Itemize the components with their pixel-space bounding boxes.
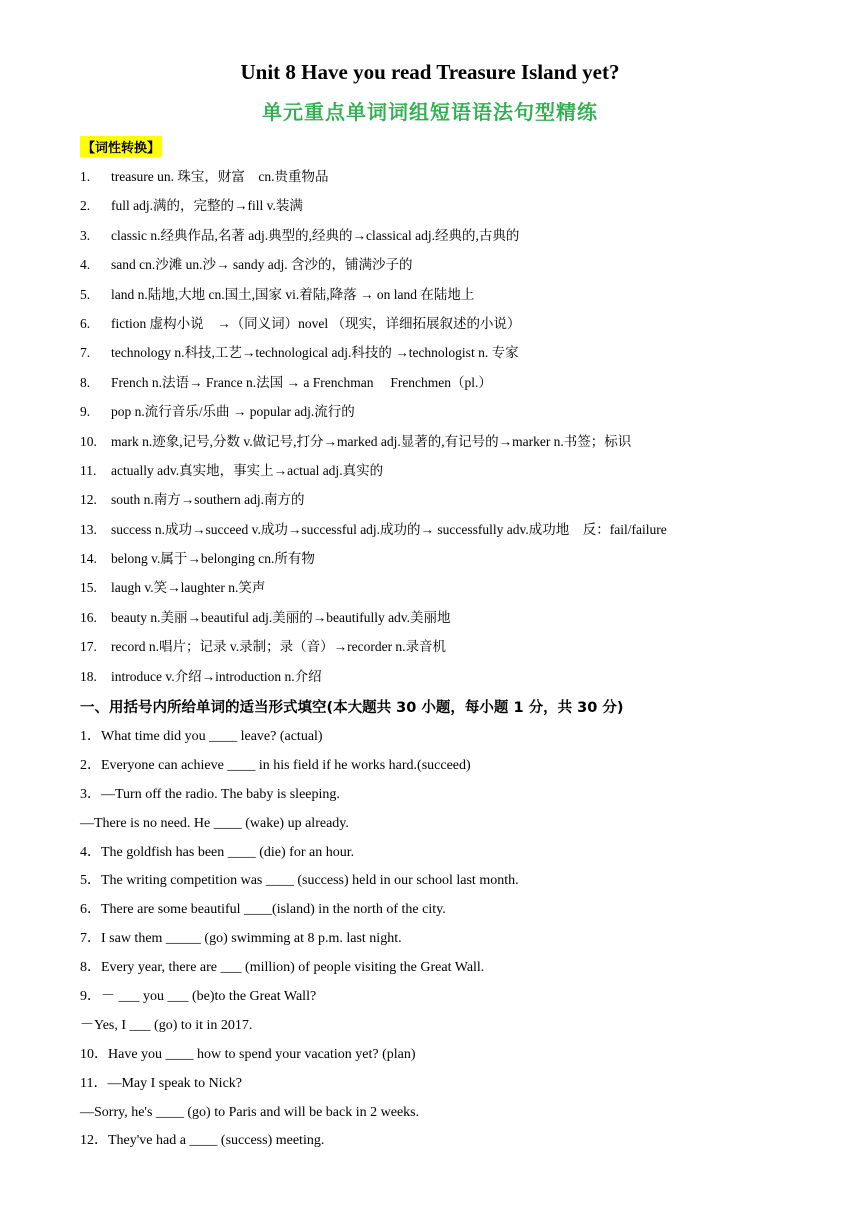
vocab-item-text: south n.南方→southern adj.南方的 — [111, 492, 305, 508]
vocab-item — [80, 313, 820, 342]
exercise-line: 5．The writing competition was ____ (success) held in our school last month. — [80, 873, 519, 889]
vocab-item — [80, 195, 820, 224]
vocab-item-number: 10. — [80, 433, 97, 449]
vocab-item — [80, 401, 820, 430]
vocab-item — [80, 548, 820, 577]
exercise-line: 11．—May I speak to Nick? — [80, 1075, 242, 1091]
vocab-item-number: 14. — [80, 551, 97, 567]
exercise-line: 9．－ ___ you ___ (be)to the Great Wall? — [80, 989, 317, 1005]
vocab-item-number: 1. — [80, 169, 91, 184]
document-title: Unit 8 Have you read Treasure Island yet? — [240, 60, 620, 84]
vocab-list — [80, 166, 820, 695]
exercise-line: －Yes, I ___ (go) to it in 2017. — [80, 1017, 253, 1033]
vocab-item-number: 2. — [80, 198, 91, 214]
vocab-item-text: full adj.满的，完整的→fill v.装满 — [111, 198, 303, 214]
vocab-item-text: mark n.迹象,记号,分数 v.做记号,打分→marked adj.显著的,有记号的→marker n.书签；标识 — [111, 433, 632, 449]
vocab-item-text: laugh v.笑→laughter n.笑声 — [111, 580, 266, 596]
vocab-item — [80, 577, 820, 606]
vocab-item — [80, 372, 820, 401]
vocab-item-number: 18. — [80, 668, 97, 684]
vocab-item-text: treasure un. 珠宝，财富 cn.贵重物品 — [111, 169, 329, 184]
exercise-heading: 一、用括号内所给单词的适当形式填空(本大题共 30 小题，每小题 1 分，共 30 分) — [80, 700, 624, 716]
vocab-item-number: 11. — [80, 462, 97, 478]
vocab-item-text: pop n.流行音乐/乐曲 → popular adj.流行的 — [111, 404, 355, 420]
vocab-item-text: beauty n.美丽→beautiful adj.美丽的→beautifully adv.美丽地 — [111, 609, 451, 625]
vocab-item-text: belong v.属于→belonging cn.所有物 — [111, 551, 315, 567]
exercise-line: 10．Have you ____ how to spend your vacation yet? (plan) — [80, 1046, 416, 1062]
vocab-item-number: 12. — [80, 492, 97, 508]
vocab-item — [80, 284, 820, 313]
vocab-item-text: success n.成功→succeed v.成功→successful adj.成功的→ successfully adv.成功地 反：fail/failure — [111, 521, 667, 537]
vocab-item-number: 7. — [80, 345, 91, 361]
vocab-item — [80, 342, 820, 371]
exercise-line: 7．I saw them _____ (go) swimming at 8 p.m. last night. — [80, 931, 402, 947]
vocab-item-number: 8. — [80, 374, 91, 390]
vocab-item-text: French n.法语→ France n.法国 → a Frenchman Frenchmen（pl.） — [111, 374, 492, 390]
exercise-list — [80, 726, 820, 1159]
exercise-line: 2．Everyone can achieve ____ in his field if he works hard.(succeed) — [80, 757, 471, 773]
exercise-line: —Sorry, he's ____ (go) to Paris and will be back in 2 weeks. — [80, 1104, 420, 1120]
exercise-line: 3．—Turn off the radio. The baby is sleeping. — [80, 786, 340, 802]
vocab-item-number: 5. — [80, 286, 91, 302]
vocab-item-text: classic n.经典作品,名著 adj.典型的,经典的→classical adj.经典的,古典的 — [111, 227, 520, 243]
vocab-item — [80, 225, 820, 254]
vocab-item-text: land n.陆地,大地 cn.国土,国家 vi.着陆,降落 → on land 在陆地上 — [111, 286, 475, 302]
vocab-item-text: sand cn.沙滩 un.沙→ sandy adj. 含沙的，铺满沙子的 — [111, 257, 413, 273]
vocab-item — [80, 636, 820, 665]
vocab-item — [80, 460, 820, 489]
vocab-item-text: fiction 虚构小说 →（同义词）novel （现实，详细拓展叙述的小说） — [111, 315, 521, 331]
vocab-item — [80, 431, 820, 460]
document-subtitle: 单元重点单词词组短语语法句型精练 — [262, 100, 598, 124]
exercise-line: 1．What time did you ____ leave? (actual) — [80, 729, 323, 744]
exercise-line: 6．There are some beautiful ____(island) in the north of the city. — [80, 902, 446, 918]
exercise-line: —There is no need. He ____ (wake) up already. — [80, 815, 349, 831]
vocab-item-number: 16. — [80, 609, 97, 625]
vocab-item-text: introduce v.介绍→introduction n.介绍 — [111, 668, 322, 684]
vocab-item-number: 4. — [80, 257, 91, 273]
vocab-item-text: technology n.科技,工艺→technological adj.科技的 →technologist n. 专家 — [111, 345, 519, 361]
vocab-item-number: 6. — [80, 315, 91, 331]
vocab-item-number: 15. — [80, 580, 97, 596]
vocab-item — [80, 166, 820, 195]
vocab-item-number: 17. — [80, 639, 97, 655]
exercise-line: 4．The goldfish has been ____ (die) for an hour. — [80, 844, 355, 860]
vocab-item-number: 9. — [80, 404, 91, 420]
vocab-item-text: record n.唱片；记录 v.录制；录（音）→recorder n.录音机 — [111, 639, 447, 655]
vocab-item-text: actually adv.真实地，事实上→actual adj.真实的 — [111, 462, 384, 478]
vocab-item — [80, 607, 820, 636]
exercise-line: 8．Every year, there are ___ (million) of people visiting the Great Wall. — [80, 960, 485, 976]
vocab-item — [80, 519, 820, 548]
exercise-line: 12．They've had a ____ (success) meeting. — [80, 1133, 325, 1149]
vocab-item — [80, 254, 820, 283]
vocab-item — [80, 666, 820, 695]
vocab-item-number: 3. — [80, 227, 91, 243]
vocab-item — [80, 489, 820, 518]
vocab-item-number: 13. — [80, 521, 97, 537]
section-tag-word-forms: 【词性转换】 — [80, 136, 162, 157]
